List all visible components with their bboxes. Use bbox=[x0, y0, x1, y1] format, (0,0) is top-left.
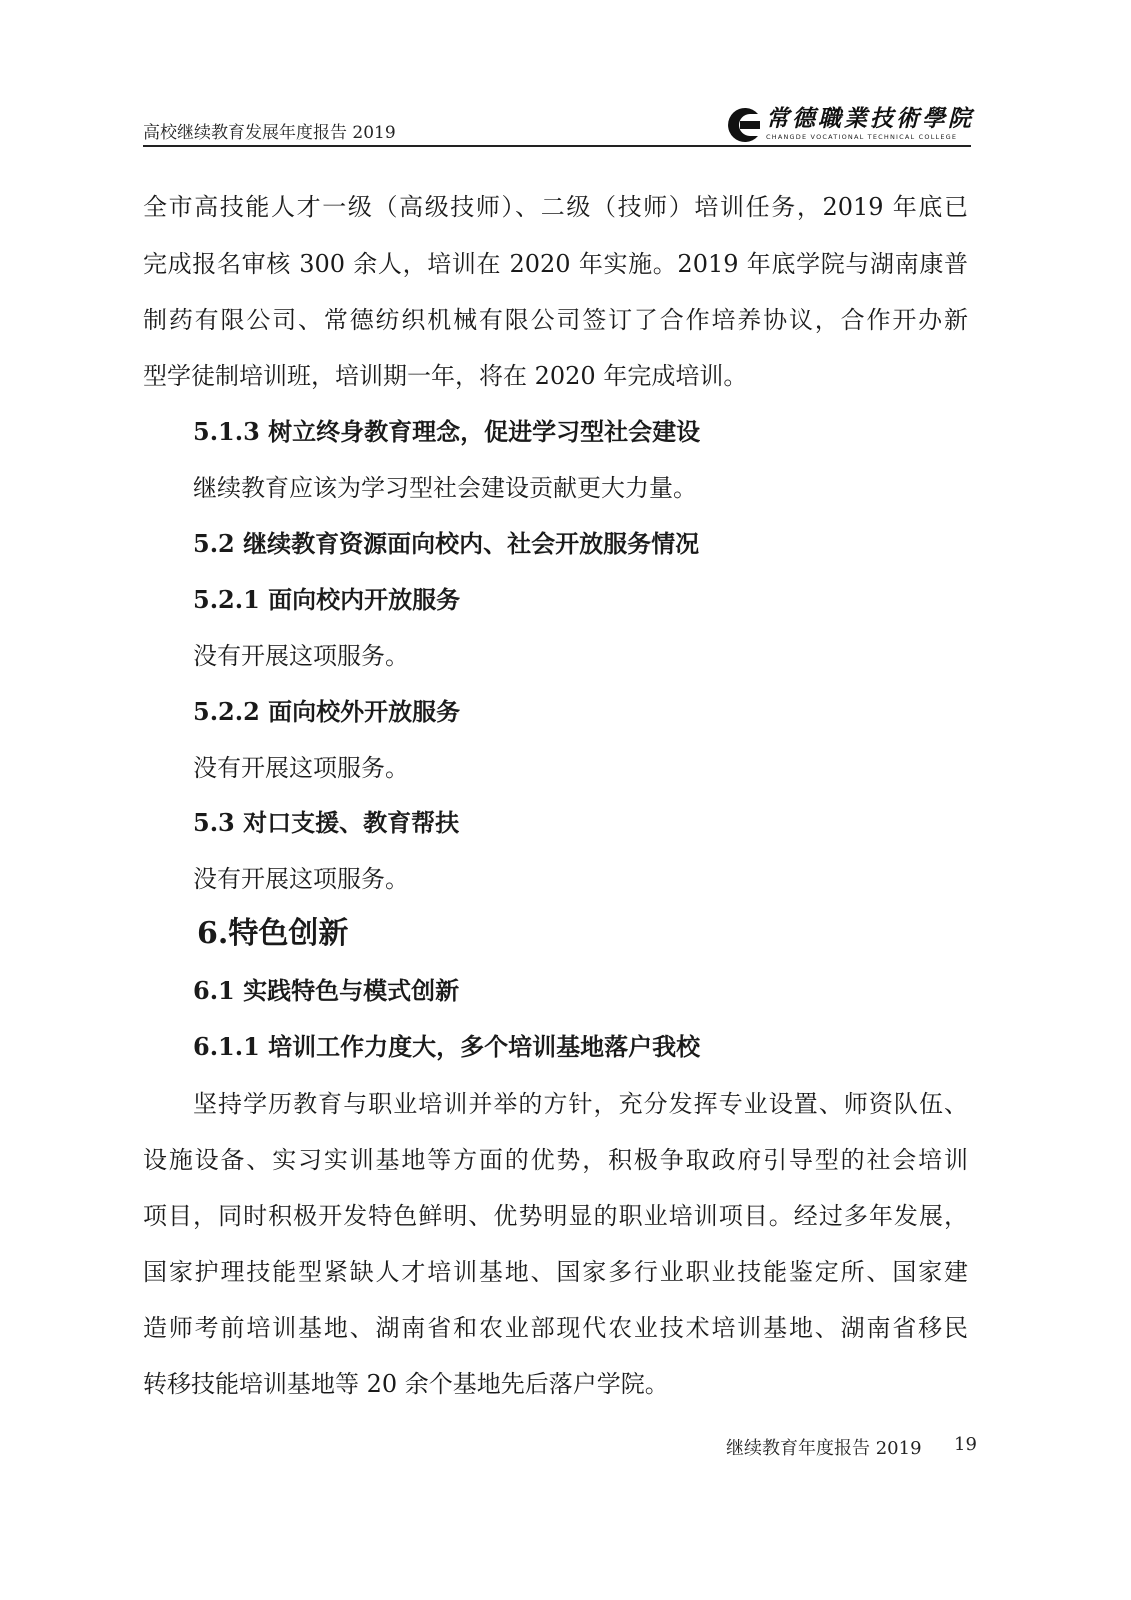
paragraph-line: 造师考前培训基地、湖南省和农业部现代农业技术培训基地、湖南省移民 bbox=[143, 1314, 968, 1342]
heading-5-1-3: 5.1.3 树立终身教育理念，促进学习型社会建设 bbox=[193, 417, 701, 446]
heading-6-1-1: 6.1.1 培训工作力度大，多个培训基地落户我校 bbox=[193, 1032, 701, 1061]
paragraph-line: 项目，同时积极开发特色鲜明、优势明显的职业培训项目。经过多年发展， bbox=[143, 1202, 968, 1230]
college-logo bbox=[720, 106, 974, 144]
paragraph-line: 转移技能培训基地等 20 余个基地先后落户学院。 bbox=[143, 1370, 669, 1398]
paragraph-line: 设施设备、实习实训基地等方面的优势，积极争取政府引导型的社会培训 bbox=[143, 1146, 968, 1174]
paragraph-line: 没有开展这项服务。 bbox=[193, 754, 409, 782]
college-logo-icon bbox=[720, 106, 762, 144]
paragraph-line: 国家护理技能型紧缺人才培训基地、国家多行业职业技能鉴定所、国家建 bbox=[143, 1258, 968, 1286]
logo-chinese-name: 常德職業技術學院 bbox=[766, 105, 974, 132]
heading-5-2-2: 5.2.2 面向校外开放服务 bbox=[193, 697, 461, 726]
paragraph-line: 型学徒制培训班，培训期一年，将在 2020 年完成培训。 bbox=[143, 362, 748, 390]
heading-5-2: 5.2 继续教育资源面向校内、社会开放服务情况 bbox=[193, 529, 700, 558]
footer-label: 继续教育年度报告 2019 bbox=[726, 1438, 922, 1459]
paragraph-line: 全市高技能人才一级（高级技师）、二级（技师）培训任务，2019 年底已 bbox=[143, 193, 968, 221]
heading-5-2-1: 5.2.1 面向校内开放服务 bbox=[193, 585, 461, 614]
paragraph-line: 继续教育应该为学习型社会建设贡献更大力量。 bbox=[193, 474, 697, 502]
paragraph-line: 完成报名审核 300 余人，培训在 2020 年实施。2019 年底学院与湖南康普 bbox=[143, 250, 968, 278]
logo-english-name: CHANGDE VOCATIONAL TECHNICAL COLLEGE bbox=[766, 133, 958, 141]
header-rule bbox=[143, 145, 971, 147]
heading-6: 6.特色创新 bbox=[197, 916, 349, 951]
paragraph-line: 没有开展这项服务。 bbox=[193, 642, 409, 670]
paragraph-line: 坚持学历教育与职业培训并举的方针，充分发挥专业设置、师资队伍、 bbox=[193, 1090, 968, 1118]
paragraph-line: 制药有限公司、常德纺织机械有限公司签订了合作培养协议，合作开办新 bbox=[143, 306, 968, 334]
heading-6-1: 6.1 实践特色与模式创新 bbox=[193, 976, 460, 1005]
report-title: 高校继续教育发展年度报告 2019 bbox=[143, 123, 396, 143]
heading-5-3: 5.3 对口支援、教育帮扶 bbox=[193, 808, 460, 837]
paragraph-line: 没有开展这项服务。 bbox=[193, 865, 409, 893]
page-number: 19 bbox=[954, 1434, 977, 1455]
